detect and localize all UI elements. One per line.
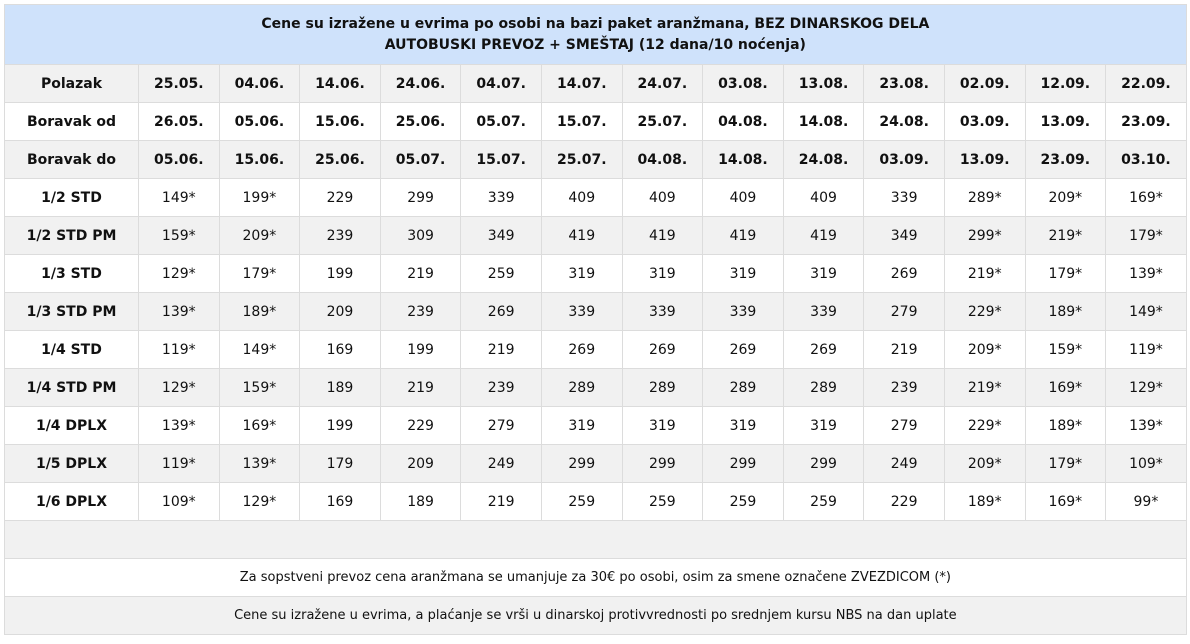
price-cell: 179 xyxy=(300,445,381,483)
date-cell: 24.08. xyxy=(864,103,945,141)
price-cell: 229 xyxy=(864,483,945,521)
date-cell: 24.06. xyxy=(380,65,461,103)
price-cell: 189 xyxy=(380,483,461,521)
price-cell: 279 xyxy=(864,407,945,445)
price-cell: 339 xyxy=(864,179,945,217)
date-cell: 12.09. xyxy=(1025,65,1106,103)
price-cell: 219* xyxy=(944,255,1025,293)
price-cell: 219* xyxy=(944,369,1025,407)
price-cell: 209* xyxy=(944,331,1025,369)
date-cell: 14.07. xyxy=(541,65,622,103)
row-label: 1/4 DPLX xyxy=(5,407,139,445)
price-row xyxy=(5,331,1187,369)
price-cell: 139* xyxy=(139,407,220,445)
price-cell: 139* xyxy=(1106,255,1187,293)
date-cell: 22.09. xyxy=(1106,65,1187,103)
price-cell: 249 xyxy=(864,445,945,483)
price-cell: 409 xyxy=(541,179,622,217)
price-cell: 199 xyxy=(380,331,461,369)
price-cell: 349 xyxy=(461,217,542,255)
price-cell: 99* xyxy=(1106,483,1187,521)
price-cell: 229 xyxy=(380,407,461,445)
price-cell: 189* xyxy=(944,483,1025,521)
price-cell: 189 xyxy=(300,369,381,407)
row-label: Polazak xyxy=(5,65,139,103)
note-row xyxy=(5,597,1187,635)
price-cell: 299* xyxy=(944,217,1025,255)
table-title xyxy=(5,5,1187,65)
price-cell: 289 xyxy=(541,369,622,407)
price-cell: 239 xyxy=(300,217,381,255)
date-cell: 23.08. xyxy=(864,65,945,103)
price-cell: 339 xyxy=(622,293,703,331)
price-cell: 339 xyxy=(541,293,622,331)
price-row xyxy=(5,179,1187,217)
price-cell: 419 xyxy=(783,217,864,255)
price-cell: 419 xyxy=(622,217,703,255)
price-cell: 419 xyxy=(541,217,622,255)
title-line-2: AUTOBUSKI PREVOZ + SMEŠTAJ (12 dana/10 noćenja) xyxy=(384,36,806,53)
date-cell: 03.10. xyxy=(1106,141,1187,179)
price-row xyxy=(5,293,1187,331)
price-cell: 189* xyxy=(1025,293,1106,331)
date-cell: 15.07. xyxy=(541,103,622,141)
date-cell: 03.08. xyxy=(703,65,784,103)
price-cell: 259 xyxy=(622,483,703,521)
price-row xyxy=(5,255,1187,293)
price-cell: 169 xyxy=(300,331,381,369)
price-cell: 119* xyxy=(139,331,220,369)
price-cell: 229 xyxy=(300,179,381,217)
price-cell: 289 xyxy=(783,369,864,407)
price-cell: 409 xyxy=(703,179,784,217)
price-cell: 319 xyxy=(783,255,864,293)
price-cell: 299 xyxy=(703,445,784,483)
price-cell: 219 xyxy=(380,369,461,407)
price-cell: 169* xyxy=(1025,369,1106,407)
price-cell: 259 xyxy=(541,483,622,521)
price-cell: 209 xyxy=(300,293,381,331)
date-cell: 25.06. xyxy=(380,103,461,141)
date-cell: 15.06. xyxy=(219,141,300,179)
price-cell: 209* xyxy=(944,445,1025,483)
price-cell: 169 xyxy=(300,483,381,521)
price-cell: 299 xyxy=(380,179,461,217)
date-cell: 05.06. xyxy=(219,103,300,141)
price-cell: 409 xyxy=(783,179,864,217)
date-cell: 04.07. xyxy=(461,65,542,103)
price-cell: 269 xyxy=(541,331,622,369)
date-cell: 05.06. xyxy=(139,141,220,179)
price-cell: 149* xyxy=(1106,293,1187,331)
price-cell: 229* xyxy=(944,293,1025,331)
price-cell: 219 xyxy=(461,331,542,369)
row-label: 1/3 STD PM xyxy=(5,293,139,331)
row-label: 1/3 STD xyxy=(5,255,139,293)
price-cell: 339 xyxy=(783,293,864,331)
price-cell: 159* xyxy=(139,217,220,255)
price-cell: 129* xyxy=(139,255,220,293)
price-cell: 279 xyxy=(864,293,945,331)
price-cell: 149* xyxy=(219,331,300,369)
title-line-1: Cene su izražene u evrima po osobi na bazi paket aranžmana, BEZ DINARSKOG DELA xyxy=(261,15,930,32)
price-cell: 139* xyxy=(139,293,220,331)
price-cell: 139* xyxy=(219,445,300,483)
date-cell: 13.09. xyxy=(944,141,1025,179)
price-cell: 319 xyxy=(541,255,622,293)
price-cell: 419 xyxy=(703,217,784,255)
price-cell: 169* xyxy=(219,407,300,445)
price-cell: 239 xyxy=(380,293,461,331)
price-cell: 109* xyxy=(1106,445,1187,483)
price-cell: 409 xyxy=(622,179,703,217)
price-cell: 319 xyxy=(622,407,703,445)
date-cell: 04.06. xyxy=(219,65,300,103)
date-row xyxy=(5,65,1187,103)
price-cell: 189* xyxy=(219,293,300,331)
price-cell: 339 xyxy=(461,179,542,217)
price-cell: 299 xyxy=(622,445,703,483)
date-cell: 24.07. xyxy=(622,65,703,103)
price-cell: 149* xyxy=(139,179,220,217)
date-cell: 13.09. xyxy=(1025,103,1106,141)
price-cell: 119* xyxy=(139,445,220,483)
price-cell: 269 xyxy=(622,331,703,369)
footnote-text: Za sopstveni prevoz cena aranžmana se umanjuje za 30€ po osobi, osim za smene označene ZVEZDICOM (*) xyxy=(5,559,1187,597)
price-cell: 289 xyxy=(622,369,703,407)
row-label: 1/4 STD xyxy=(5,331,139,369)
price-cell: 319 xyxy=(783,407,864,445)
date-cell: 25.05. xyxy=(139,65,220,103)
price-row xyxy=(5,407,1187,445)
date-row xyxy=(5,103,1187,141)
price-cell: 119* xyxy=(1106,331,1187,369)
price-cell: 169* xyxy=(1106,179,1187,217)
price-cell: 319 xyxy=(703,407,784,445)
price-cell: 219* xyxy=(1025,217,1106,255)
date-cell: 05.07. xyxy=(461,103,542,141)
date-cell: 26.05. xyxy=(139,103,220,141)
price-cell: 269 xyxy=(461,293,542,331)
price-cell: 219 xyxy=(864,331,945,369)
price-cell: 259 xyxy=(461,255,542,293)
price-cell: 159* xyxy=(219,369,300,407)
price-row xyxy=(5,217,1187,255)
price-cell: 309 xyxy=(380,217,461,255)
date-cell: 04.08. xyxy=(703,103,784,141)
price-row xyxy=(5,445,1187,483)
price-row xyxy=(5,483,1187,521)
note-row xyxy=(5,559,1187,597)
spacer-row xyxy=(5,521,1187,559)
price-cell: 179* xyxy=(1025,445,1106,483)
date-cell: 02.09. xyxy=(944,65,1025,103)
price-cell: 299 xyxy=(541,445,622,483)
date-cell: 05.07. xyxy=(380,141,461,179)
date-cell: 25.06. xyxy=(300,141,381,179)
date-cell: 25.07. xyxy=(622,103,703,141)
price-cell: 209* xyxy=(219,217,300,255)
price-cell: 219 xyxy=(461,483,542,521)
price-cell: 109* xyxy=(139,483,220,521)
price-cell: 139* xyxy=(1106,407,1187,445)
price-cell: 209 xyxy=(380,445,461,483)
title-row xyxy=(5,5,1187,65)
price-cell: 339 xyxy=(703,293,784,331)
date-cell: 15.07. xyxy=(461,141,542,179)
footnote-text: Cene su izražene u evrima, a plaćanje se vrši u dinarskoj protivvrednosti po srednjem kursu NBS na dan uplate xyxy=(5,597,1187,635)
date-cell: 14.08. xyxy=(703,141,784,179)
date-cell: 25.07. xyxy=(541,141,622,179)
price-cell: 209* xyxy=(1025,179,1106,217)
price-cell: 269 xyxy=(703,331,784,369)
price-cell: 319 xyxy=(703,255,784,293)
date-cell: 15.06. xyxy=(300,103,381,141)
price-cell: 239 xyxy=(864,369,945,407)
price-row xyxy=(5,369,1187,407)
price-cell: 349 xyxy=(864,217,945,255)
date-row xyxy=(5,141,1187,179)
price-cell: 289* xyxy=(944,179,1025,217)
row-label: 1/2 STD PM xyxy=(5,217,139,255)
date-cell: 23.09. xyxy=(1025,141,1106,179)
price-cell: 199 xyxy=(300,407,381,445)
price-cell: 199 xyxy=(300,255,381,293)
price-cell: 269 xyxy=(864,255,945,293)
row-label: Boravak do xyxy=(5,141,139,179)
price-cell: 319 xyxy=(541,407,622,445)
date-cell: 03.09. xyxy=(864,141,945,179)
price-cell: 269 xyxy=(783,331,864,369)
price-cell: 129* xyxy=(219,483,300,521)
price-cell: 179* xyxy=(1025,255,1106,293)
date-cell: 03.09. xyxy=(944,103,1025,141)
price-cell: 229* xyxy=(944,407,1025,445)
price-cell: 129* xyxy=(1106,369,1187,407)
row-label: 1/2 STD xyxy=(5,179,139,217)
price-cell: 179* xyxy=(1106,217,1187,255)
price-cell: 299 xyxy=(783,445,864,483)
price-cell: 159* xyxy=(1025,331,1106,369)
date-cell: 24.08. xyxy=(783,141,864,179)
price-cell: 289 xyxy=(703,369,784,407)
price-cell: 319 xyxy=(622,255,703,293)
row-label: 1/5 DPLX xyxy=(5,445,139,483)
price-cell: 169* xyxy=(1025,483,1106,521)
row-label: Boravak od xyxy=(5,103,139,141)
date-cell: 23.09. xyxy=(1106,103,1187,141)
price-cell: 179* xyxy=(219,255,300,293)
date-cell: 13.08. xyxy=(783,65,864,103)
price-cell: 279 xyxy=(461,407,542,445)
row-label: 1/6 DPLX xyxy=(5,483,139,521)
price-cell: 239 xyxy=(461,369,542,407)
spacer-cell xyxy=(5,521,1187,559)
price-cell: 259 xyxy=(783,483,864,521)
price-cell: 199* xyxy=(219,179,300,217)
price-cell: 219 xyxy=(380,255,461,293)
date-cell: 14.06. xyxy=(300,65,381,103)
price-cell: 189* xyxy=(1025,407,1106,445)
row-label: 1/4 STD PM xyxy=(5,369,139,407)
price-cell: 259 xyxy=(703,483,784,521)
date-cell: 04.08. xyxy=(622,141,703,179)
price-table xyxy=(4,4,1187,635)
date-cell: 14.08. xyxy=(783,103,864,141)
price-cell: 249 xyxy=(461,445,542,483)
price-cell: 129* xyxy=(139,369,220,407)
